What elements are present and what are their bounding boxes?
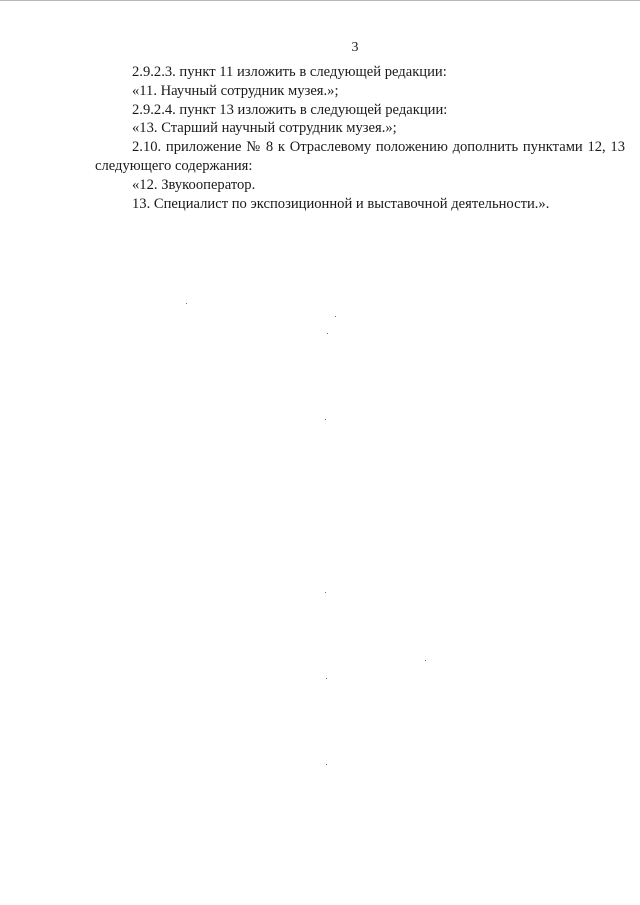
document-body [95,63,625,213]
scan-speck [325,419,326,420]
scan-speck [326,678,327,679]
paragraph-item-11: «11. Научный сотрудник музея.»; [132,82,339,99]
scan-speck [425,660,426,661]
paragraph-2-9-2-4: 2.9.2.4. пункт 13 изложить в следующей редакции: [132,101,448,118]
paragraph-new-item-12: «12. Звукооператор. [132,176,256,193]
scan-speck [335,316,336,317]
scan-speck [327,333,328,334]
page-top-edge [0,0,640,1]
paragraph-2-9-2-3: 2.9.2.3. пункт 11 изложить в следующей редакции: [132,64,447,80]
paragraph-item-13: «13. Старший научный сотрудник музея.»; [132,120,397,137]
page-number: 3 [351,40,359,55]
paragraph-2-10: 2.10. приложение № 8 к Отраслевому положению дополнить пунктами 12, 13 следующего содержания: [95,139,625,174]
scan-speck [186,303,187,304]
scan-speck [326,764,327,765]
paragraph-new-item-13: 13. Специалист по экспозиционной и выставочной деятельности.». [132,195,550,212]
scan-speck [325,592,326,593]
